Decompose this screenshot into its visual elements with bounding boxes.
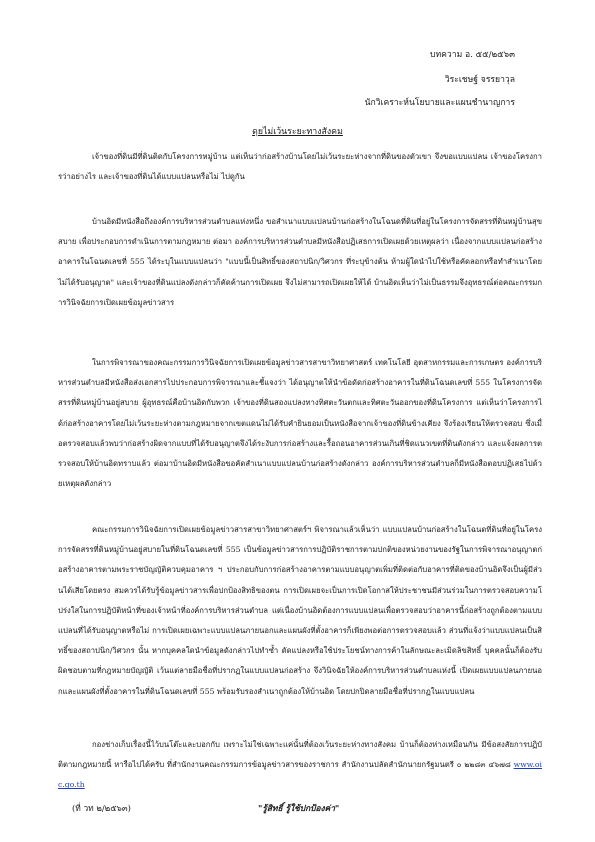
author-name: วิระเชษฐ์ จรรยาวุล [444,75,515,85]
footer-reference: (ที่ วท ๒/๒๕๖๓) [72,803,131,813]
closing-text: กองช่างเก็บเรื่องนี้ไว้บนโต๊ะและบอกกับ เพราะไม่ใช่เฉพาะแค่นั้นที่ต้องเว้นระยะห่างทางสังคม บ้านก็ต้องห่างเหมือนกัน มีข้อสงสัยการปฏิบัติตามกฎหมายนี้ หารือไปได้ครับ ที่สำนักงานคณะกรรมการข้อมูลข่าวสารของราชการ สำนักงานปลัดสำนักนายกรัฐมนตรี ๐ ๒๒๘๓ ๔๖๗๘ [58,740,542,770]
document-reference: บทความ อ. ๕๕/๒๕๖๓ [430,50,515,60]
article-title: ดุยไม่เว้นระยะทางสังคม [252,127,343,137]
paragraph-request: บ้านอิดมีหนังสือถึงองค์การบริหารส่วนตำบลแห่งหนึ่ง ขอสำเนาแบบแปลนบ้านก่อสร้างในโฉนดที่ดินที่อยู่ในโครงการจัดสรรที่ดินหมู่บ้านสุขสบาย เพื่อประกอบการดำเนินการตามกฎหมาย ต่อมา องค์การบริหารส่วนตำบลมีหนังสือปฏิเสธการเปิดเผยด้วยเหตุผลว่า เนื่องจากแบบแปลนก่อสร้างอาคารในโฉนดเลขที่ 555 ได้ระบุในแบบแปลนว่า "แบบนี้เป็นสิทธิ์ของสถาปนิก/วิศวกร ที่ระบุข้างต้น ห้ามผู้ใดนำไปใช้หรือคัดลอกหรือทำสำเนาโดยไม่ได้รับอนุญาต" และเจ้าของที่ดินแปลงดังกล่าวก็คัดค้านการเปิดเผย จึงไม่สามารถเปิดเผยให้ได้ บ้านอิดเห็นว่าไม่เป็นธรรมจึงอุทธรณ์ต่อคณะกรรมการวินิจฉัยการเปิดเผยข้อมูลข่าวสาร [58,217,542,307]
paragraph-intro: เจ้าของที่ดินมีที่ดินติดกับโครงการหมู่บ้าน แต่เห็นว่าก่อสร้างบ้านโดยไม่เว้นระยะห่างจากที่ดินของตัวเขา จึงขอแบบแปลน เจ้าของโครงการว่าอย่างไร และเจ้าของที่ดินได้แบบแปลนหรือไม่ ไปดูกัน [58,152,542,182]
paragraph-decision: คณะกรรมการวินิจฉัยการเปิดเผยข้อมูลข่าวสารสาขาวิทยาศาสตร์ฯ พิจารณาแล้วเห็นว่า แบบแปลนบ้านก่อสร้างในโฉนดที่ดินที่อยู่ในโครงการจัดสรรที่ดินหมู่บ้านอยู่สบายในที่ดินโฉนดเลขที่ 555 เป็นข้อมูลข่าวสารการปฏิบัติราชการตามปกติของหน่วยงานของรัฐในการพิจารณาอนุญาตก่อสร้างอาคารตามพระราชบัญญัติควบคุมอาคาร ฯ ประกอบกับการก่อสร้างอาคารตามแบบอนุญาตเพิ่มที่ติดต่อกับอาคารที่ติดของบ้านอิดจึงเป็นผู้มีส่วนได้เสียโดยตรง สมควรได้รับรู้ข้อมูลข่าวสารเพื่อปกป้องสิทธิของตน การเปิดเผยจะเป็นการเปิดโอกาสให้ประชาชนมีส่วนร่วมในการตรวจสอบความโปร่งใสในการปฏิบัติหน้าที่ของเจ้าหน้าที่องค์การบริหารส่วนตำบล แต่เนื่องบ้านอิดต้องการแบบแปลนเพื่อตรวจสอบว่าอาคารนี้ก่อสร้างถูกต้องตามแบบแปลนที่ได้รับอนุญาตหรือไม่ การเปิดเผยเฉพาะแบบแปลนภายนอกและแผนผังที่ตั้งอาคารก็เพียงพอต่อการตรวจสอบแล้ว ส่วนที่แจ้งว่าแบบแปลนเป็นสิทธิ์ของสถาปนิก/วิศวกร นั้น หากบุคคลใดนำข้อมูลดังกล่าวไปทำซ้ำ ดัดแปลงหรือใช้ประโยชน์ทางการค้าในลักษณะละเมิดลิขสิทธิ์ บุคคลนั้นก็ต้องรับผิดชอบตามที่กฎหมายบัญญัติ เว้นแต่ลายมือชื่อที่ปรากฏในแบบแปลนก่อสร้าง จึงวินิจฉัยให้องค์การบริหารส่วนตำบลแห่งนี้ เปิดเผยแบบแปลนภายนอกและแผนผังที่ตั้งอาคารในที่ดินโฉนดเลขที่ 555 พร้อมรับรองสำเนาถูกต้องให้บ้านอิด โดยปกปิดลายมือชื่อที่ปรากฏในแบบแปลน [58,525,542,696]
paragraph-consideration: ในการพิจารณาของคณะกรรมการวินิจฉัยการเปิดเผยข้อมูลข่าวสารสาขาวิทยาศาสตร์ เทคโนโลยี อุตสาหกรรมและการเกษตร องค์การบริหารส่วนตำบลมีหนังสือส่งเอกสารไปประกอบการพิจารณาและชี้แจงว่า ได้อนุญาตให้นำข้อดัดก่อสร้างอาคารในที่ดินโฉนดเลขที่ 555 ในโครงการจัดสรรที่ดินหมู่บ้านอยู่สบาย ผู้อุทธรณ์คือบ้านอิดกับพวก เจ้าของที่ดินสองแปลงทางทิศตะวันตกและทิศตะวันออกของที่ดินโครงการ แต่เห็นว่าโครงการได้ก่อสร้างอาคารโดยไม่เว้นระยะห่างตามกฎหมายจากเขตแดนไม่ได้รับคำยินยอมเป็นหนังสือจากเจ้าของที่ดินข้างเคียง จึงร้องเรียนให้ตรวจสอบ ซึ่งเมื่อตรวจสอบแล้วพบว่าก่อสร้างผิดจากแบบที่ได้รับอนุญาตจึงได้ระงับการก่อสร้างและรื้อถอนอาคารส่วนเกินที่ชิดแนวเขตที่ดินดังกล่าว และแจ้งผลการตรวจสอบให้บ้านอิดทราบแล้ว ต่อมาบ้านอิดมีหนังสือขอคัดสำเนาแบบแปลนบ้านก่อสร้างดังกล่าว องค์การบริหารส่วนตำบลก็มีหนังสือตอบปฏิเสธไปด้วยเหตุผลดังกล่าว [58,358,542,489]
paragraph-closing [58,735,542,796]
author-position: นักวิเคราะห์นโยบายและแผนชำนาญการ [364,98,515,108]
signature-slogan: "รู้สิทธิ์ รู้ใช้ปกป้องค่า" [258,803,340,813]
oic-website-link[interactable]: www.oic.go.th [58,760,542,790]
